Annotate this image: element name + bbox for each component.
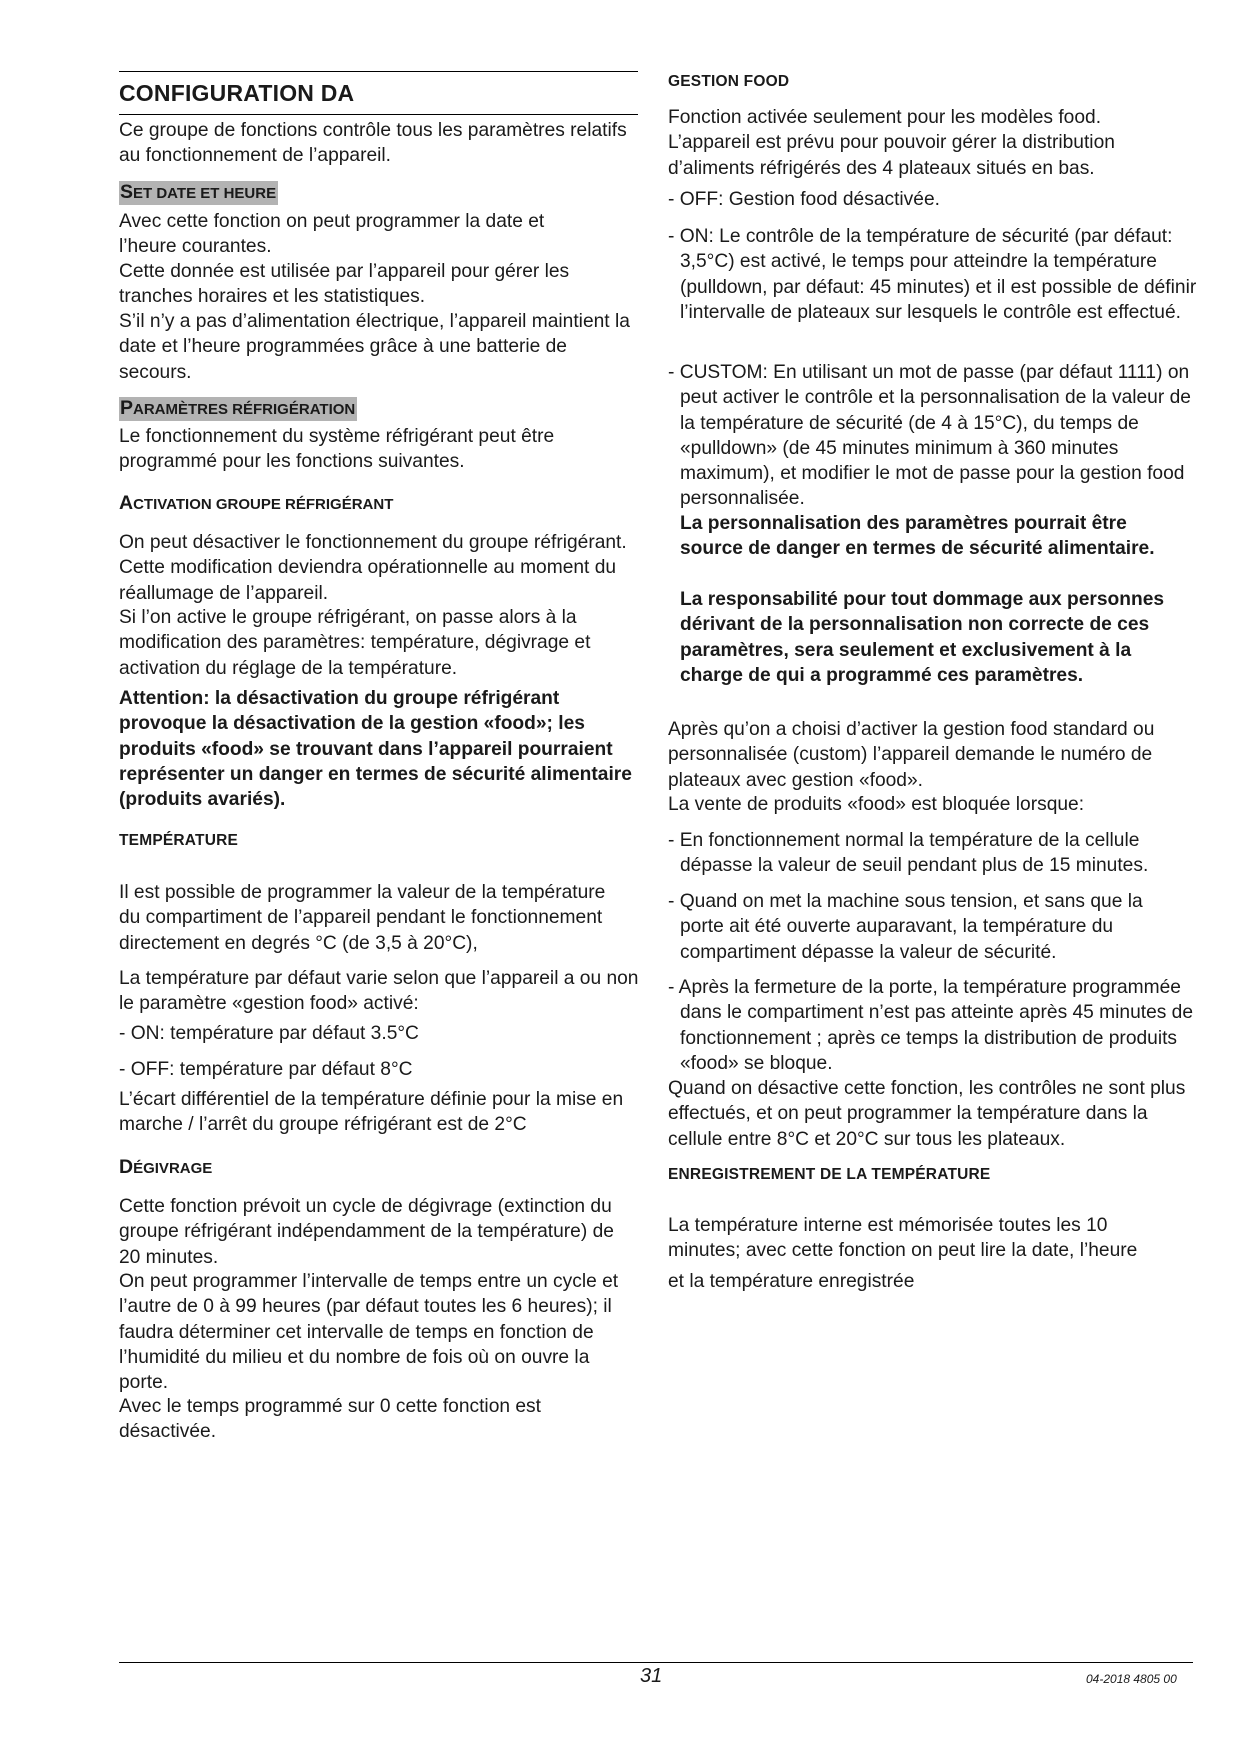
gestion-food-p1: Fonction activée seulement pour les modèles food. L’appareil est prévu pour pouvoir gérer la distribution d’aliments réfrigérés des 4 plateaux situés en bas. [668,107,1115,179]
temperature-p1: Il est possible de programmer la valeur de la température du compartiment de l’appareil pendant le fonctionnement directement en degrés °C (de 3,5 à 20°C), [119,882,606,954]
intro-text: Ce groupe de fonctions contrôle tous les paramètres relatifs au fonctionnement de l’appareil. [119,120,627,167]
degivrage-p2: On peut programmer l’intervalle de temps entre un cycle et l’autre de 0 à 99 heures (par défaut toutes les 6 heures); il faudra déterminer cet intervalle de temps en fonction de l’humidité du milieu et du nombre de fois où on ouvre la porte. [119,1271,619,1394]
gestion-food-heading: GESTION FOOD [668,73,790,90]
set-date-p2: Cette donnée est utilisée par l’appareil pour gérer les tranches horaires et les statistiques. [119,261,570,308]
degivrage-p1: Cette fonction prévoit un cycle de dégivrage (extinction du groupe réfrigérant indépendamment de la température) de 20 minutes. [119,1196,614,1268]
gestion-food-p4: Quand on désactive cette fonction, les contrôles ne sont plus effectués, et on peut programmer la température dans la cellule entre 8°C et 20°C sur tous les plateaux. [668,1078,1186,1150]
document-reference: 04-2018 4805 00 [1086,1672,1177,1686]
page-number: 31 [640,1665,663,1687]
set-date-heading: SET DATE ET HEURE [120,181,277,203]
gestion-food-b1: - En fonctionnement normal la température de la cellule dépasse la valeur de seuil pendant plus de 15 minutes. [668,830,1149,877]
gestion-food-b2: - Quand on met la machine sous tension, et sans que la porte ait été ouverte auparavant, la température du compartiment dépasse la valeur de sécurité. [668,891,1143,963]
gestion-food-on: - ON: Le contrôle de la température de sécurité (par défaut: 3,5°C) est activé, le temps pour atteindre la température (pulldown, par défaut: 45 minutes) et il est possible de définir l’intervalle de plateaux sur lesquels le contrôle est effectué. [668,226,1197,323]
gestion-food-custom: - CUSTOM: En utilisant un mot de passe (par défaut 1111) on peut activer le contrôle et la personnalisation de la valeur de la température de sécurité (de 4 à 15°C), du temps de «pulldown» (de 45 minutes minimum à 360 minutes maximum), et modifier le mot de passe pour la gestion food personnalisée. [668,362,1191,510]
page-title: CONFIGURATION DA [119,80,355,106]
enregistrement-p1: La température interne est mémorisée toutes les 10 minutes; avec cette fonction on peut lire la date, l’heure [668,1215,1138,1262]
gestion-food-warn2: La responsabilité pour tout dommage aux personnes dérivant de la personnalisation non correcte de ces paramètres, sera seulement et exclusivement à la charge de qui a programmé ces paramètres. [680,589,1165,686]
temperature-heading: TEMPÉRATURE [119,832,239,849]
degivrage-p3: Avec le temps programmé sur 0 cette fonction est désactivée. [119,1396,541,1443]
temperature-on: - ON: température par défaut 3.5°C [119,1023,419,1044]
title-rule [119,71,638,115]
temperature-p3: L’écart différentiel de la température définie pour la mise en marche / l’arrêt du groupe réfrigérant est de 2°C [119,1089,624,1136]
gestion-food-warn1: La personnalisation des paramètres pourrait être source de danger en termes de sécurité alimentaire. [680,513,1155,560]
gestion-food-b3: - Après la fermeture de la porte, la température programmée dans le compartiment n’est pas atteinte après 45 minutes de fonctionnement ; après ce temps la distribution de produits «food» se bloque. [668,977,1194,1074]
degivrage-heading: DÉGIVRAGE [119,1156,213,1178]
params-p1: Le fonctionnement du système réfrigérant peut être programmé pour les fonctions suivantes. [119,426,555,473]
activation-warning: Attention: la désactivation du groupe réfrigérant provoque la désactivation de la gestion «food»; les produits «food» se trouvant dans l’appareil pourraient représenter un danger en termes de sécurité alimentaire (produits avariés). [119,688,632,811]
set-date-p3: S’il n’y a pas d’alimentation électrique, l’appareil maintient la date et l’heure programmées grâce à une batterie de secours. [119,311,630,383]
gestion-food-p3: La vente de produits «food» est bloquée lorsque: [668,794,1085,815]
params-heading: PARAMÈTRES RÉFRIGÉRATION [120,397,356,419]
enregistrement-p2: et la température enregistrée [668,1271,915,1292]
footer-rule [119,1662,1193,1663]
activation-p2: Si l’on active le groupe réfrigérant, on passe alors à la modification des paramètres: température, dégivrage et activation du réglage de la température. [119,607,591,679]
enregistrement-heading: ENREGISTREMENT DE LA TEMPÉRATURE [668,1166,991,1183]
gestion-food-off: - OFF: Gestion food désactivée. [668,189,940,210]
gestion-food-p2: Après qu’on a choisi d’activer la gestion food standard ou personnalisée (custom) l’appareil demande le numéro de plateaux avec gestion «food». [668,719,1155,791]
activation-heading: ACTIVATION GROUPE RÉFRIGÉRANT [119,492,394,514]
temperature-off: - OFF: température par défaut 8°C [119,1059,413,1080]
activation-p1: On peut désactiver le fonctionnement du groupe réfrigérant. Cette modification deviendra opérationnelle au moment du réallumage de l’appareil. [119,532,627,604]
set-date-p1: Avec cette fonction on peut programmer la date et l’heure courantes. [119,211,545,258]
temperature-p2: La température par défaut varie selon que l’appareil a ou non le paramètre «gestion food» activé: [119,968,639,1015]
